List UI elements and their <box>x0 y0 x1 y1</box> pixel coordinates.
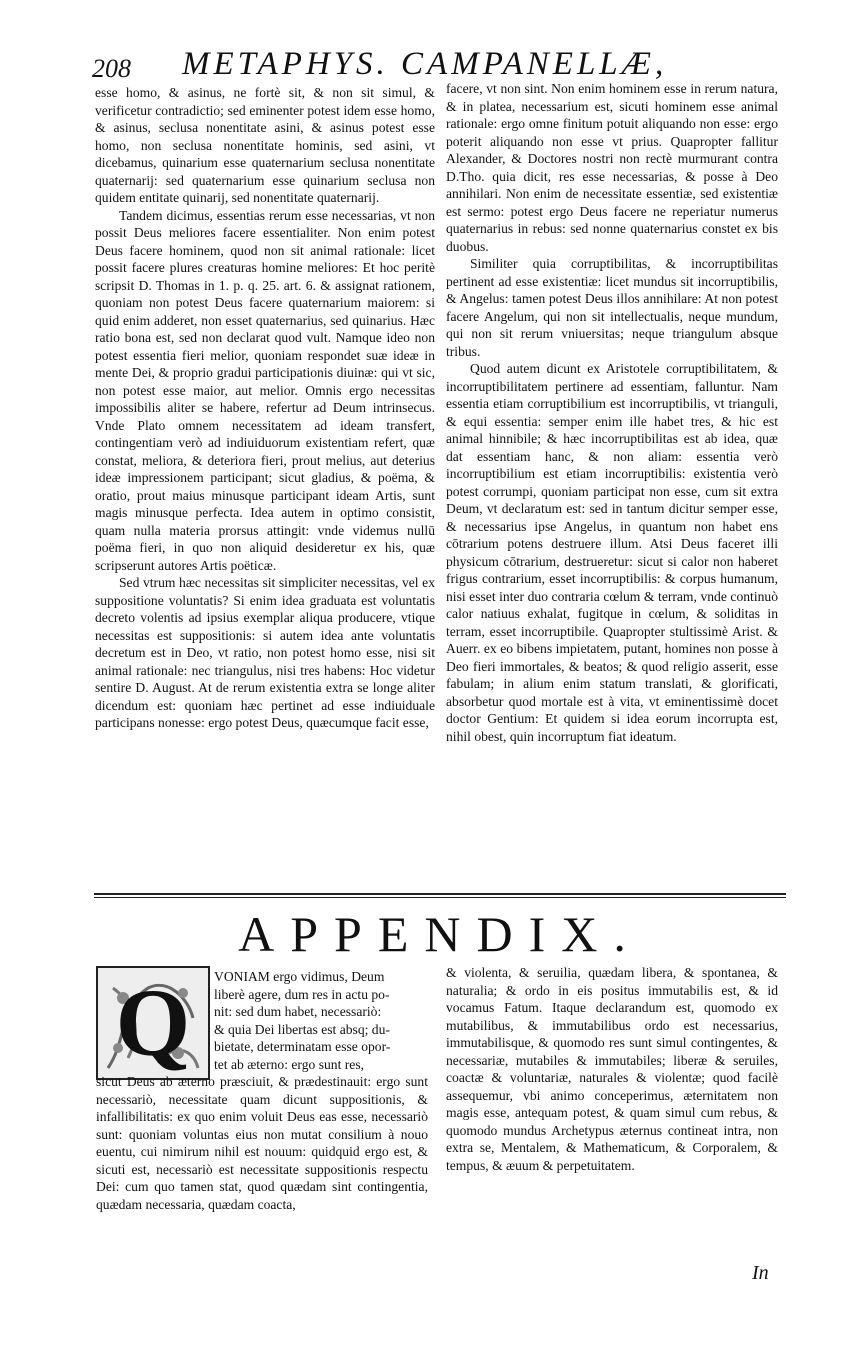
section-rule-thin <box>94 897 786 898</box>
paragraph: sicut Deus ab æterno præsciuit, & prædestinauit: ergo sunt necessariò, necessitate quam dicunt suppositionis, & infallibilitatis: ex quo enim voluit Deus eas esse, necessariò sunt: quoniam voluntas eius non mutat consilium à nouo euentu, cui nimirum nihil est nouum: quidquid ergo est, & sicuti est, necessariò est necessitate suppositionis respectu Dei: cum quo tamen stat, quod quædam sint contingentia, quædam necessaria, quædam coacta, <box>96 1074 428 1212</box>
top-left-column <box>95 84 435 889</box>
appendix-title: APPENDIX. <box>238 906 642 962</box>
indented-line: tet ab æterno: ergo sunt res, <box>214 1056 365 1072</box>
indented-line: nit: sed dum habet, necessariò: <box>214 1004 382 1019</box>
paragraph: Tandem dicimus, essentias rerum esse necessarias, vt non possit Deus meliores facere essentialiter. Non enim potest Deus facere hominem, quod non sit animal rationale: licet possit facere plures creaturas homine meliores: Et hoc peritè scripsit D. Thomas in 1. p. q. 25. art. 6. & assignat rationem, quoniam non potest Deus facere quaternarium maiorem: si quid enim adderet, non esset quaternarius, sed quinarius. Hæc ratio bona est, sed non declarat quod vult. Namque ideo non potest essentia fieri melior, quoniam respondet suæ ideæ in mente Dei, & proprio gradui participationis diuinæ: qui vt sic, non potest esse maior, aut melior. Omnis ergo necessitas impossibilis aliter se habere, refertur ad Deum intrinsecus. Vnde Plato omnem necessitatem ad ideam transfert, contingentiam verò ad indiuiduorum existentiam refert, quæ constat, meliora, & deteriora fieri, prout melius, aut deterius ideæ impressionem participant; sicut gladius, & poëma, & oratio, prout maius minusque participant ideam Artis, sunt magis minusque perfecta. Idea autem in optimo consistit, quam nulla materia prorsus attingit: vnde videmus nullū poëma fieri, in quo non aliquid desideretur ex his, quæ scripserunt autores Artis poëticæ. <box>95 207 435 573</box>
paragraph: Similiter quia corruptibilitas, & incorruptibilitas pertinent ad esse existentiæ: licet mundus sit incorruptibilis, & Angelus: tamen potest Deus illos annihilare: At non potest facere Angelum, qui non sit intellectualis, neque mundum, qui non sit rerum vniuersitas; neque triangulum absque tribus. <box>446 256 778 359</box>
paragraph: esse homo, & asinus, ne fortè sit, & non sit simul, & verificetur contradictio; sed eminenter potest idem esse homo, & asinus, seclusa nonentitate asini, & asinus potest esse homo, non seclusa nonentitate hominis, sed asini, vt dicebamus, quinarium esse quaternarium seclusa nonentitate quaternarij: sed quaternarium esse quinarium seclusa non quidem entitate quinarij, sed nonentitate quaternarij. <box>95 85 435 205</box>
catchword: In <box>752 1262 769 1284</box>
page-number: 208 <box>92 54 131 83</box>
indented-line: liberè agere, dum res in actu po- <box>214 986 390 1002</box>
paragraph: facere, vt non sint. Non enim hominem esse in rerum natura, & in platea, necessarium est, sicuti hominem esse animal rationale: ergo omne finitum potuit aliquando non esse: ergo poterit aliquando non esse vt prius. Quapropter fallitur Alexander, & Doctores nostri non rectè murmurant contra D.Tho. quia dicit, res esse necessarias, & posse à Deo annihilari. Non enim de necessitate essentiæ, sed existentiæ est sermo: potest ergo Deus facere ne reperiatur numerus quaternarius in rebus: sed nonne quaternarius constet ex bis duobus. <box>446 81 778 254</box>
top-right-column <box>446 80 778 875</box>
paragraph: Quod autem dicunt ex Aristotele corruptibilitatem, & incorruptibilitatem pertinere ad essentiam, falluntur. Nam essentia etiam corruptibilium est incorruptibilis, vt trianguli, & equi essentia: semper enim ille habet tres, & hic est animal hinnibile; & hæc incorruptibilitas est ab idea, quæ dat essentiam hanc, & non aliam: essentia verò incorruptibilium est etiam incorruptibilis: existentia verò potest corrumpi, quoniam participat non esse, cum sit extra Deum, vt declaratum est: sed in tantum dicitur semper esse, & necessarius ipse Angelus, in quantum non habet ens cōtrarium potens destruere illum. Atsi Deus faceret illi physicum cōtrarium, destrueretur: sicut si calor non haberet frigus contrarium, esset incorruptibilis: & corpus humanum, nisi esset inter duo contraria cœlum & terram, vnde continuò calor natiuus exhalat, fugitque in cœlum, & soliditas in terram, esset incorruptibile. Quapropter stultissimè Arist. & Auerr. ex eo bibens impietatem, putant, homines non posse à Deo fieri immortales, & beatos; & quod religio asserit, esse fabulam; in alium enim statum translati, & glorificati, absorbetur quod mortale est à vita, vt eminentissimè docet doctor Gentium: Et quidem si idea eorum incorrupta est, nihil obest, quin incorruptum fiat ideatum. <box>446 361 778 744</box>
bottom-right-column <box>446 964 778 1224</box>
paragraph: Sed vtrum hæc necessitas sit simpliciter necessitas, vel ex suppositione voluntatis? Si enim idea graduata est voluntatis decreto volentis ad ipsius exemplar aliqua producere, vtique necessitas est suppositionis: si autem idea ante voluntatis decretum est in Deo, vt ratio, non potest homo esse, nisi sit animal rationale: nec triangulus, nisi tres habens: Hoc videtur sentire D. August. At de rerum existentia extra se longe aliter dicendum est: quoniam hæc pertinet ad esse indiuiduale participans nonesse: ergo potest Deus, quæcumque facit esse, <box>95 575 435 730</box>
running-head: METAPHYS. CAMPANELLÆ, <box>182 46 668 82</box>
paragraph: & violenta, & seruilia, quædam libera, & spontanea, & naturalia; & ordo in eis positus immutabilis est, & id vocamus Fatum. Itaque declarandum est, quomodo ex mutabilibus, & immutabilibus ordo est necessarius, immutabilisque, & quomodo res sunt simul contingentes, & necessariæ, mutabiles & immutabiles; liberæ & seruiles, coactæ & voluntariæ, naturales & violentæ; quod facilè assequemur, vbi animo conceperimus, æternitatem non magis esse, antequam potest, & quam simul cum rebus, & quomodo mundus Archetypus æternus contineat intra, non extra se, Mentalem, & Mathematicum, & Corporalem, & tempus, & æuum & perpetuitatem. <box>446 965 778 1173</box>
bottom-left-column <box>96 968 428 1268</box>
indented-line: VONIAM ergo vidimus, Deum <box>214 969 385 984</box>
section-rule <box>94 893 786 895</box>
indented-line: bietate, determinatam esse opor- <box>214 1039 391 1054</box>
indented-line: & quia Dei libertas est absq; du- <box>214 1021 390 1037</box>
drop-cap-letter: Q <box>115 969 191 1076</box>
